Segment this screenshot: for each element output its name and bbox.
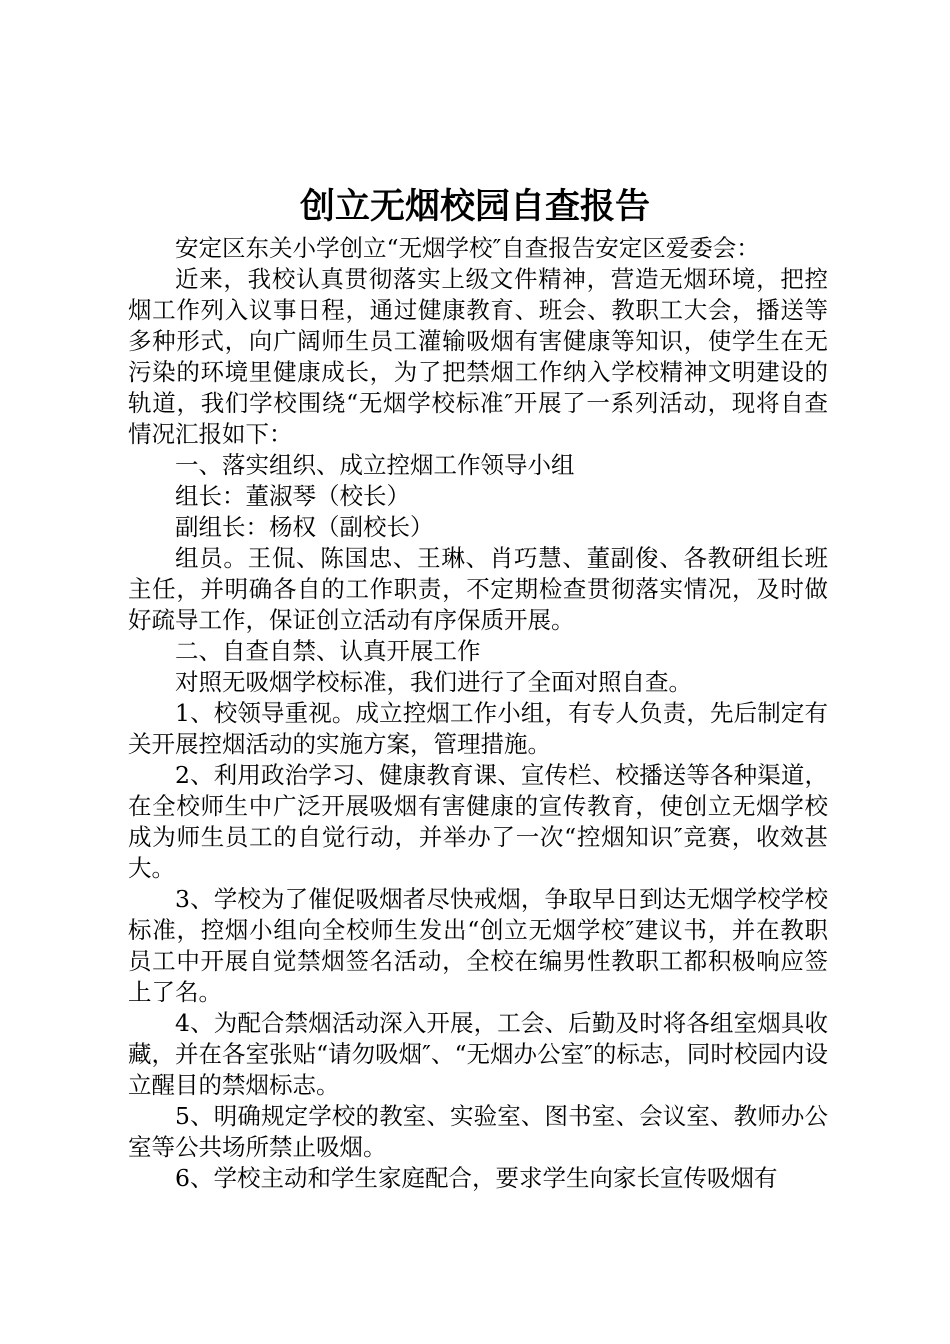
- paragraph-item-5: 5、明确规定学校的教室、实验室、图书室、会议室、教师办公室等公共场所禁止吸烟。: [128, 1102, 828, 1161]
- paragraph-deputy-leader: 副组长：杨权（副校长）: [175, 513, 434, 541]
- paragraph-self-check: 对照无吸烟学校标准，我们进行了全面对照自查。: [175, 668, 692, 696]
- paragraph-item-3: 3、学校为了催促吸烟者尽快戒烟，争取早日到达无烟学校学校标准，控烟小组向全校师生发出“创立无烟学校″建议书，并在教职员工中开展自觉禁烟签名活动，全校在编男性教职工都积极响应签上了名。: [128, 885, 828, 1006]
- document-body: [128, 233, 828, 1194]
- document-title: 创立无烟校园自查报告: [299, 186, 650, 227]
- section-heading-1: 一、落实组织、成立控烟工作领导小组: [175, 451, 575, 479]
- paragraph-item-1: 1、校领导重视。成立控烟工作小组，有专人负责，先后制定有关开展控烟活动的实施方案，管理措施。: [128, 699, 828, 758]
- paragraph-leader: 组长：董淑琴（校长）: [175, 482, 410, 510]
- paragraph-intro: 近来，我校认真贯彻落实上级文件精神，营造无烟环境，把控烟工作列入议事日程，通过健康教育、班会、教职工大会，播送等多种形式，向广阔师生员工灌输吸烟有害健康等知识，使学生在无污染的环境里健康成长，为了把禁烟工作纳入学校精神文明建设的轨道，我们学校围绕“无烟学校标准″开展了一系列活动，现将自查情况汇报如下：: [128, 265, 828, 448]
- paragraph-item-2: 2、利用政治学习、健康教育课、宣传栏、校播送等各种渠道，在全校师生中广泛开展吸烟有害健康的宣传教育，使创立无烟学校成为师生员工的自觉行动，并举办了一次“控烟知识″竞赛，收效甚大。: [128, 761, 828, 882]
- section-heading-2: 二、自查自禁、认真开展工作: [175, 637, 481, 665]
- paragraph-item-6: 6、学校主动和学生家庭配合，要求学生向家长宣传吸烟有: [175, 1164, 778, 1192]
- paragraph-item-4: 4、为配合禁烟活动深入开展，工会、后勤及时将各组室烟具收藏，并在各室张贴“请勿吸烟″、“无烟办公室″的标志，同时校园内设立醒目的禁烟标志。: [128, 1009, 828, 1099]
- paragraph-members: 组员。王侃、陈国忠、王琳、肖巧慧、董副俊、各教研组长班主任，并明确各自的工作职责，不定期检查贯彻落实情况，及时做好疏导工作，保证创立活动有序保质开展。: [128, 544, 828, 634]
- paragraph-salutation: 安定区东关小学创立“无烟学校″自查报告安定区爱委会：: [175, 234, 760, 262]
